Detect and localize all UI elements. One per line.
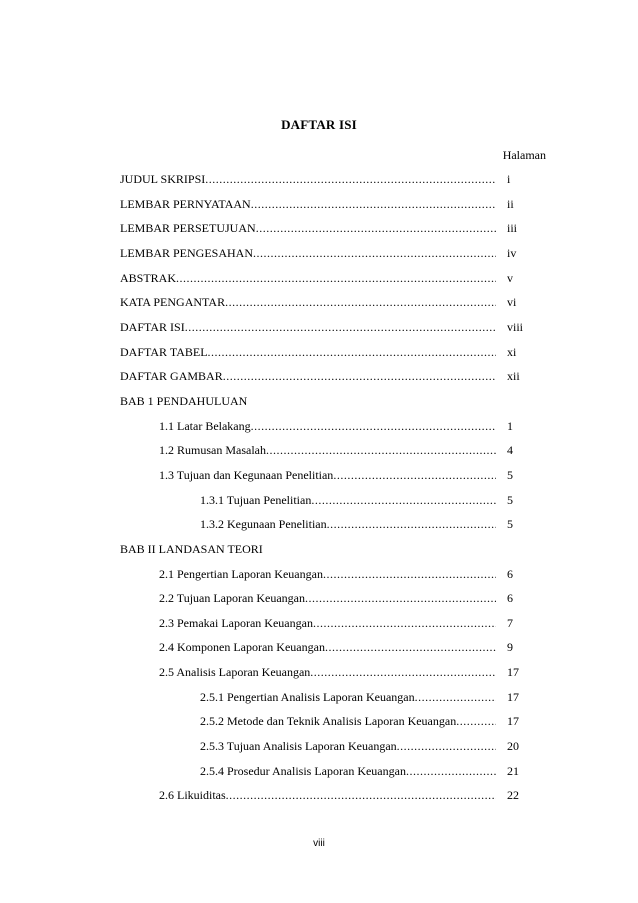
toc-entry-page-number: 17	[507, 714, 519, 729]
toc-entry-label: BAB 1 PENDAHULUAN	[120, 393, 248, 408]
toc-entry-page-number: 17	[507, 665, 519, 680]
toc-entry	[120, 714, 546, 739]
toc-entry	[120, 739, 546, 764]
dot-leader	[305, 591, 496, 605]
toc-entry-leader-line	[200, 690, 496, 704]
toc-entry-leader-line	[120, 271, 496, 285]
dot-leader	[176, 271, 496, 285]
toc-entry-page-number: ii	[507, 196, 514, 211]
toc-entry-label: LEMBAR PERNYATAAN	[120, 196, 251, 211]
toc-entry-label: 2.4 Komponen Laporan Keuangan	[159, 640, 325, 655]
toc-entry	[120, 394, 546, 419]
toc-entry-label: DAFTAR GAMBAR	[120, 369, 223, 384]
toc-entry-page-number: 6	[507, 566, 513, 581]
dot-leader	[313, 616, 496, 630]
toc-entry-leader-line	[159, 616, 496, 630]
dot-leader	[185, 320, 496, 334]
toc-entry-label: 1.3.1 Tujuan Penelitian	[200, 492, 312, 507]
toc-entry	[120, 493, 546, 518]
toc-entry	[120, 172, 546, 197]
dot-leader	[323, 567, 496, 581]
toc-entry	[120, 468, 546, 493]
dot-leader	[310, 665, 496, 679]
table-of-contents	[120, 172, 546, 813]
dot-leader	[225, 295, 496, 309]
toc-entry-leader-line	[120, 345, 496, 359]
dot-leader	[406, 764, 496, 778]
toc-entry	[120, 221, 546, 246]
toc-entry-label: DAFTAR ISI	[120, 319, 185, 334]
toc-entry	[120, 246, 546, 271]
toc-entry-page-number: 1	[507, 418, 513, 433]
toc-entry	[120, 320, 546, 345]
toc-entry-leader-line	[200, 714, 496, 728]
toc-entry	[120, 197, 546, 222]
toc-entry	[120, 788, 546, 813]
dot-leader	[208, 345, 496, 359]
toc-entry-leader-line	[200, 493, 496, 507]
toc-entry	[120, 419, 546, 444]
toc-entry-page-number: 5	[507, 517, 513, 532]
toc-entry-leader-line	[120, 369, 496, 383]
toc-entry	[120, 542, 546, 567]
dot-leader	[333, 468, 496, 482]
toc-entry-page-number: xii	[507, 369, 520, 384]
toc-entry-label: 2.5.4 Prosedur Analisis Laporan Keuangan	[200, 763, 406, 778]
toc-entry	[120, 271, 546, 296]
toc-entry-label: 2.5.1 Pengertian Analisis Laporan Keuangan	[200, 689, 415, 704]
toc-entry-page-number: 7	[507, 615, 513, 630]
toc-entry-label: 2.5 Analisis Laporan Keuangan	[159, 665, 311, 680]
toc-entry	[120, 690, 546, 715]
toc-entry	[120, 665, 546, 690]
toc-entry-label: KATA PENGANTAR	[120, 295, 226, 310]
toc-entry-page-number: 4	[507, 443, 513, 458]
toc-entry-page-number: 21	[507, 763, 519, 778]
toc-entry-label: 2.2 Tujuan Laporan Keuangan	[159, 591, 305, 606]
dot-leader	[266, 443, 496, 457]
toc-entry-label: 1.1 Latar Belakang	[159, 418, 251, 433]
toc-entry-label: BAB II LANDASAN TEORI	[120, 541, 263, 556]
toc-entry	[120, 369, 546, 394]
toc-entry	[120, 295, 546, 320]
toc-entry-leader-line	[120, 542, 496, 556]
toc-entry	[120, 345, 546, 370]
toc-entry-label: 2.1 Pengertian Laporan Keuangan	[159, 566, 323, 581]
toc-entry-leader-line	[120, 295, 496, 309]
toc-entry-label: LEMBAR PENGESAHAN	[120, 245, 254, 260]
dot-leader	[311, 493, 496, 507]
page-number-footer: viii	[313, 838, 325, 849]
toc-entry	[120, 764, 546, 789]
toc-entry-label: LEMBAR PERSETUJUAN	[120, 221, 256, 236]
toc-entry-leader-line	[200, 739, 496, 753]
dot-leader	[397, 739, 496, 753]
toc-entry-leader-line	[159, 443, 496, 457]
toc-entry-leader-line	[159, 788, 496, 802]
toc-entry-leader-line	[159, 567, 496, 581]
toc-entry-page-number: v	[507, 270, 513, 285]
toc-entry-leader-line	[120, 172, 496, 186]
page-column-label: Halaman	[502, 148, 546, 162]
toc-entry-page-number: iii	[507, 221, 518, 236]
dot-leader	[325, 640, 496, 654]
dot-leader	[226, 788, 496, 802]
toc-entry	[120, 640, 546, 665]
toc-entry-label: ABSTRAK	[120, 270, 177, 285]
toc-entry-leader-line	[159, 665, 496, 679]
dot-leader	[256, 221, 496, 235]
dot-leader	[327, 517, 496, 531]
toc-entry-page-number: 20	[507, 739, 519, 754]
toc-entry-page-number: 6	[507, 591, 513, 606]
toc-entry-page-number: 9	[507, 640, 513, 655]
toc-entry-page-number: iv	[507, 245, 517, 260]
dot-leader	[415, 690, 496, 704]
toc-entry-page-number: 17	[507, 689, 519, 704]
toc-entry-leader-line	[120, 221, 496, 235]
toc-entry-page-number: 22	[507, 788, 519, 803]
toc-entry-leader-line	[159, 468, 496, 482]
dot-leader	[223, 369, 496, 383]
toc-entry-leader-line	[159, 419, 496, 433]
toc-entry-page-number: 5	[507, 467, 513, 482]
toc-entry-label: JUDUL SKRIPSI	[120, 172, 206, 186]
dot-leader	[251, 419, 496, 433]
toc-entry-label: 2.3 Pemakai Laporan Keuangan	[159, 615, 313, 630]
toc-entry	[120, 517, 546, 542]
toc-entry-page-number: xi	[507, 344, 517, 359]
toc-entry-page-number: vi	[507, 295, 517, 310]
toc-entry-page-number: i	[507, 172, 511, 186]
dot-leader	[253, 246, 496, 260]
toc-entry-leader-line	[200, 764, 496, 778]
toc-entry-page-number: viii	[507, 319, 524, 334]
toc-entry	[120, 616, 546, 641]
toc-entry-label: 2.5.3 Tujuan Analisis Laporan Keuangan	[200, 739, 397, 754]
toc-entry	[120, 591, 546, 616]
toc-entry-label: 2.5.2 Metode dan Teknik Analisis Laporan Keuangan	[200, 714, 457, 729]
page-title: DAFTAR ISI	[281, 117, 357, 132]
dot-leader	[251, 197, 496, 211]
toc-entry-leader-line	[120, 246, 496, 260]
dot-leader	[456, 714, 496, 728]
toc-entry-label: 1.2 Rumusan Masalah	[159, 443, 266, 458]
toc-entry	[120, 443, 546, 468]
toc-entry-label: 1.3 Tujuan dan Kegunaan Penelitian	[159, 467, 334, 482]
toc-entry-label: 1.3.2 Kegunaan Penelitian	[200, 517, 327, 532]
toc-entry-leader-line	[120, 320, 496, 334]
toc-entry-leader-line	[159, 591, 496, 605]
toc-entry	[120, 567, 546, 592]
toc-entry-label: DAFTAR TABEL	[120, 344, 208, 359]
toc-entry-page-number: 5	[507, 492, 513, 507]
toc-entry-leader-line	[120, 197, 496, 211]
toc-entry-leader-line	[120, 394, 496, 408]
toc-entry-leader-line	[200, 517, 496, 531]
toc-entry-leader-line	[159, 640, 496, 654]
toc-entry-label: 2.6 Likuiditas	[159, 788, 226, 803]
dot-leader	[205, 172, 496, 186]
